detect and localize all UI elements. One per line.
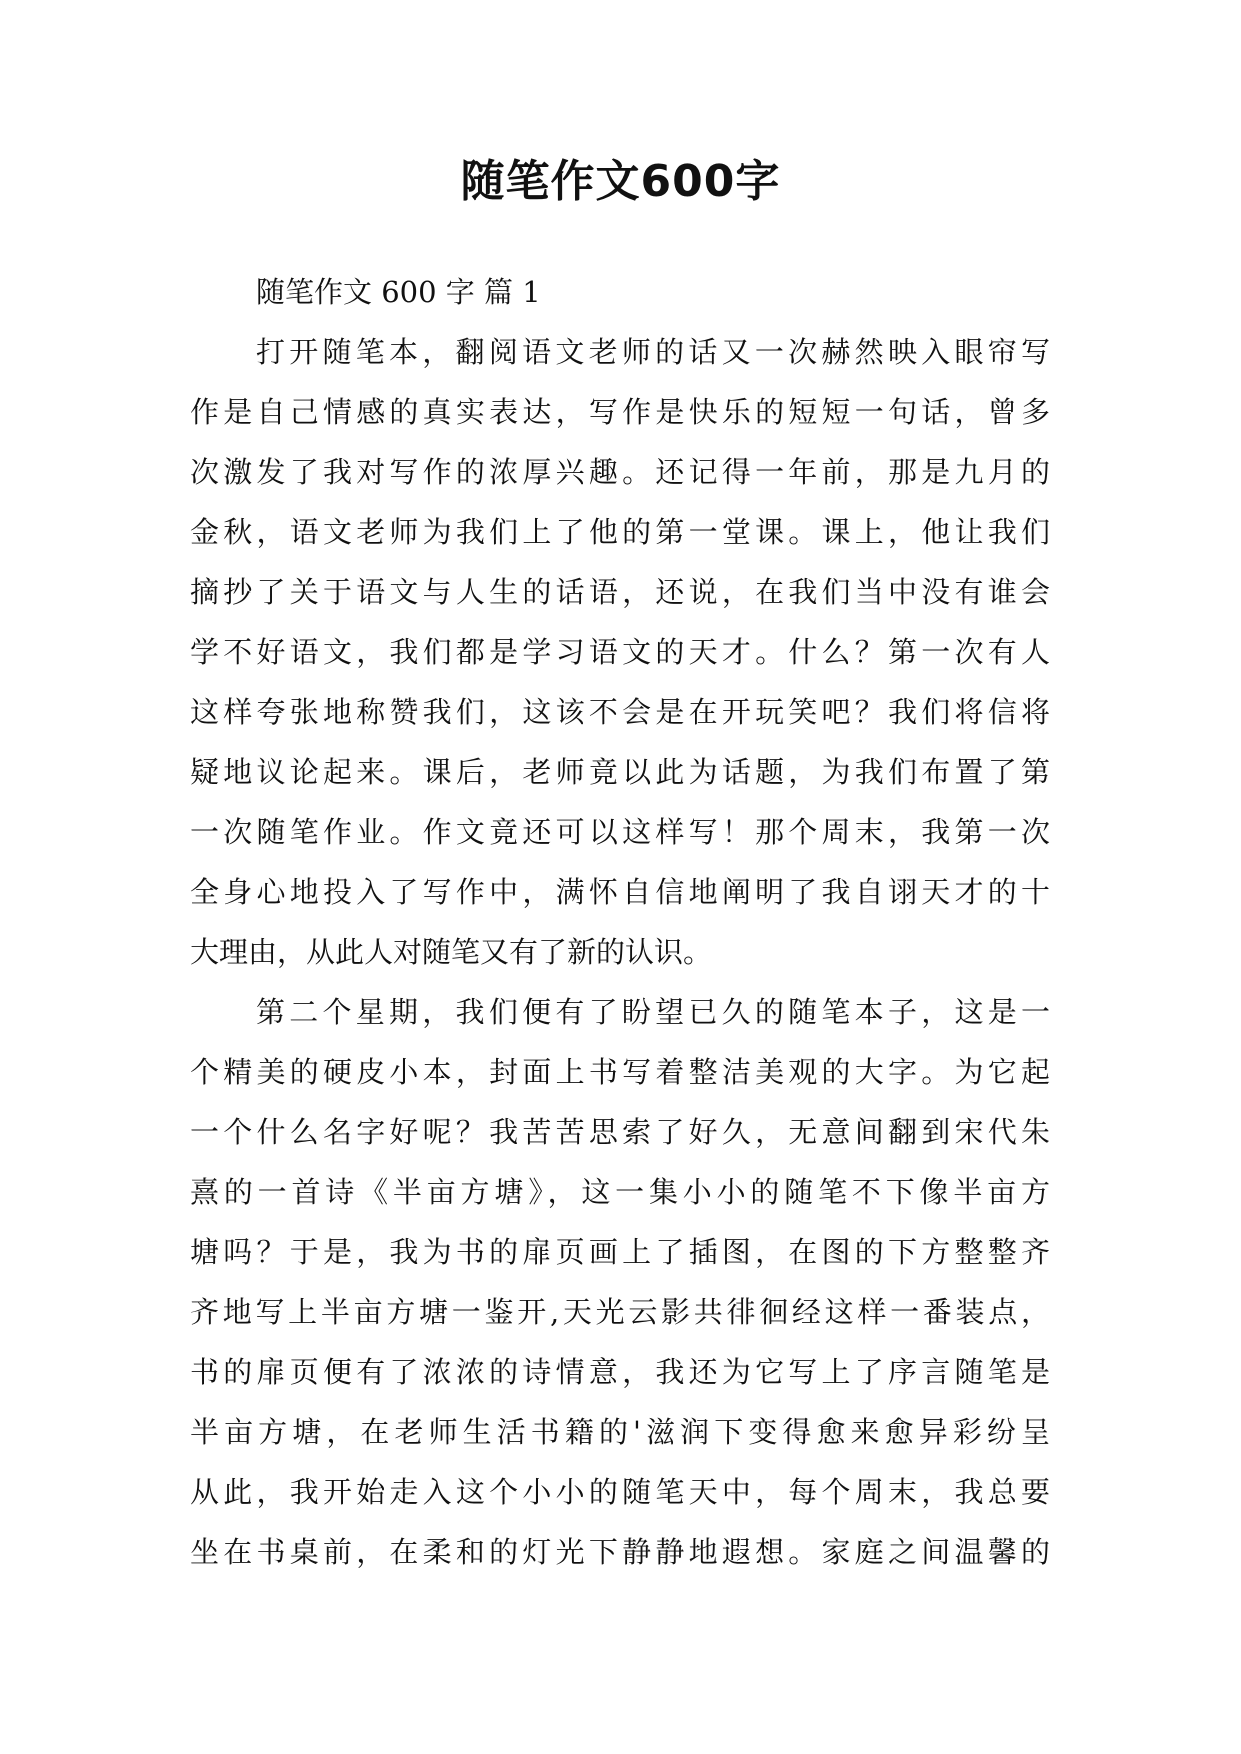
- text-line: 次激发了我对写作的浓厚兴趣。还记得一年前，那是九月的: [190, 455, 1050, 489]
- text-line: 打开随笔本，翻阅语文老师的话又一次赫然映入眼帘写: [256, 335, 1050, 369]
- text-line: 金秋，语文老师为我们上了他的第一堂课。课上，他让我们: [190, 515, 1050, 549]
- text-line: 从此，我开始走入这个小小的随笔天中，每个周末，我总要: [190, 1475, 1050, 1509]
- text-line: 全身心地投入了写作中，满怀自信地阐明了我自诩天才的十: [190, 875, 1050, 909]
- text-line: 一次随笔作业。作文竟还可以这样写！那个周末，我第一次: [190, 815, 1050, 849]
- section-heading: 随笔作文 600 字 篇 1: [256, 275, 541, 309]
- text-line: 大理由，从此人对随笔又有了新的认识。: [190, 935, 713, 969]
- text-line: 一个什么名字好呢？我苦苦思索了好久，无意间翻到宋代朱: [190, 1115, 1050, 1149]
- text-line: 疑地议论起来。课后，老师竟以此为话题，为我们布置了第: [190, 755, 1050, 789]
- text-line: 这样夸张地称赞我们，这该不会是在开玩笑吧？我们将信将: [190, 695, 1050, 729]
- text-line: 个精美的硬皮小本，封面上书写着整洁美观的大字。为它起: [190, 1055, 1050, 1089]
- text-line: 第二个星期，我们便有了盼望已久的随笔本子，这是一: [256, 995, 1050, 1029]
- text-line: 学不好语文，我们都是学习语文的天才。什么？第一次有人: [190, 635, 1050, 669]
- text-line: 塘吗？于是，我为书的扉页画上了插图，在图的下方整整齐: [190, 1235, 1050, 1269]
- text-line: 半亩方塘，在老师生活书籍的'滋润下变得愈来愈异彩纷呈: [190, 1415, 1050, 1449]
- text-line: 摘抄了关于语文与人生的话语，还说，在我们当中没有谁会: [190, 575, 1050, 609]
- text-line: 坐在书桌前，在柔和的灯光下静静地遐想。家庭之间温馨的: [190, 1535, 1050, 1569]
- text-line: 书的扉页便有了浓浓的诗情意，我还为它写上了序言随笔是: [190, 1355, 1050, 1389]
- text-line: 作是自己情感的真实表达，写作是快乐的短短一句话，曾多: [190, 395, 1050, 429]
- text-line: 熹的一首诗《半亩方塘》，这一集小小的随笔不下像半亩方: [190, 1175, 1050, 1209]
- text-line: 齐地写上半亩方塘一鉴开,天光云影共徘徊经这样一番装点，: [190, 1295, 1050, 1329]
- document-title: 随笔作文600字: [460, 156, 781, 207]
- document-body: [190, 262, 1050, 1582]
